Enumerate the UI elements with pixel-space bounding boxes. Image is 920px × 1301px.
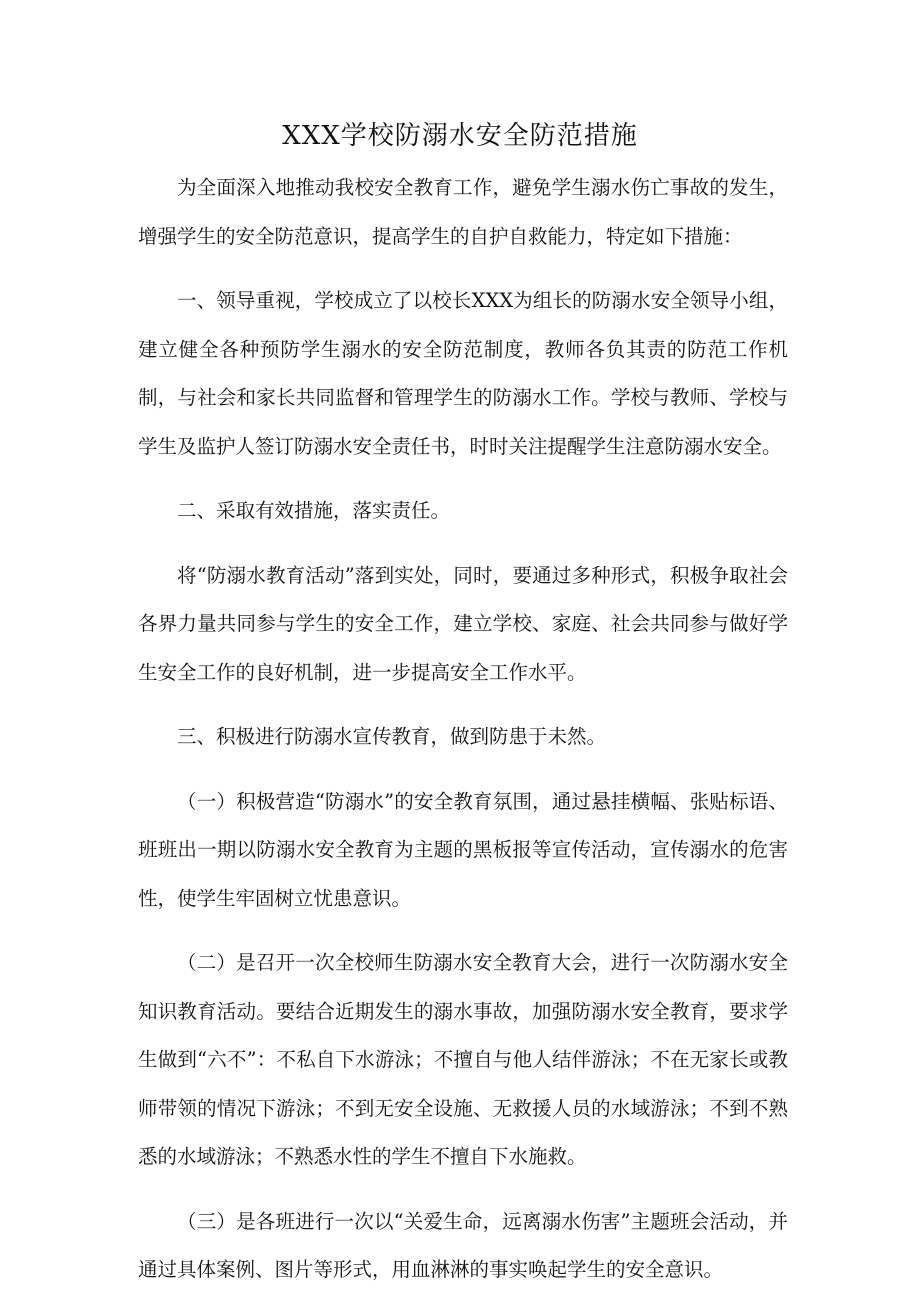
paragraph-section-3-item-3: （三）是各班进行一次以“关爱生命，远离溺水伤害”主题班会活动，并通过具体案例、图片等形式，用血淋淋的事实唤起学生的安全意识。 xyxy=(138,1209,788,1281)
document-body xyxy=(138,164,788,1295)
paragraph-intro: 为全面深入地推动我校安全教育工作，避免学生溺水伤亡事故的发生，增强学生的安全防范意识，提高学生的自护自救能力，特定如下措施： xyxy=(138,176,788,248)
paragraph-section-2-heading: 二、采取有效措施，落实责任。 xyxy=(177,499,451,522)
paragraph-section-3-item-1: （一）积极营造“防溺水”的安全教育氛围，通过悬挂横幅、张贴标语、班班出一期以防溺水安全教育为主题的黑板报等宣传活动，宣传溺水的危害性，使学生牢固树立忧患意识。 xyxy=(138,789,788,910)
paragraph-section-1: 一、领导重视，学校成立了以校长XXX为组长的防溺水安全领导小组，建立健全各种预防学生溺水的安全防范制度，教师各负其责的防范工作机制，与社会和家长共同监督和管理学生的防溺水工作。学校与教师、学校与学生及监护人签订防溺水安全责任书，时时关注提醒学生注意防溺水安全。 xyxy=(138,289,788,458)
paragraph-section-2-body: 将“防溺水教育活动”落到实处，同时，要通过多种形式，积极争取社会各界力量共同参与学生的安全工作，建立学校、家庭、社会共同参与做好学生安全工作的良好机制，进一步提高安全工作水平。 xyxy=(138,563,788,684)
document-title: XXX学校防溺水安全防范措施 xyxy=(282,121,638,151)
paragraph-section-3-heading: 三、积极进行防溺水宣传教育，做到防患于未然。 xyxy=(177,725,607,748)
paragraph-section-3-item-2: （二）是召开一次全校师生防溺水安全教育大会，进行一次防溺水安全知识教育活动。要结合近期发生的溺水事故，加强防溺水安全教育，要求学生做到“六不”：不私自下水游泳；不擅自与他人结伴游泳；不在无家长或教师带领的情况下游泳；不到无安全设施、无救援人员的水域游泳；不到不熟悉的水域游泳；不熟悉水性的学生不擅自下水施救。 xyxy=(138,951,788,1168)
